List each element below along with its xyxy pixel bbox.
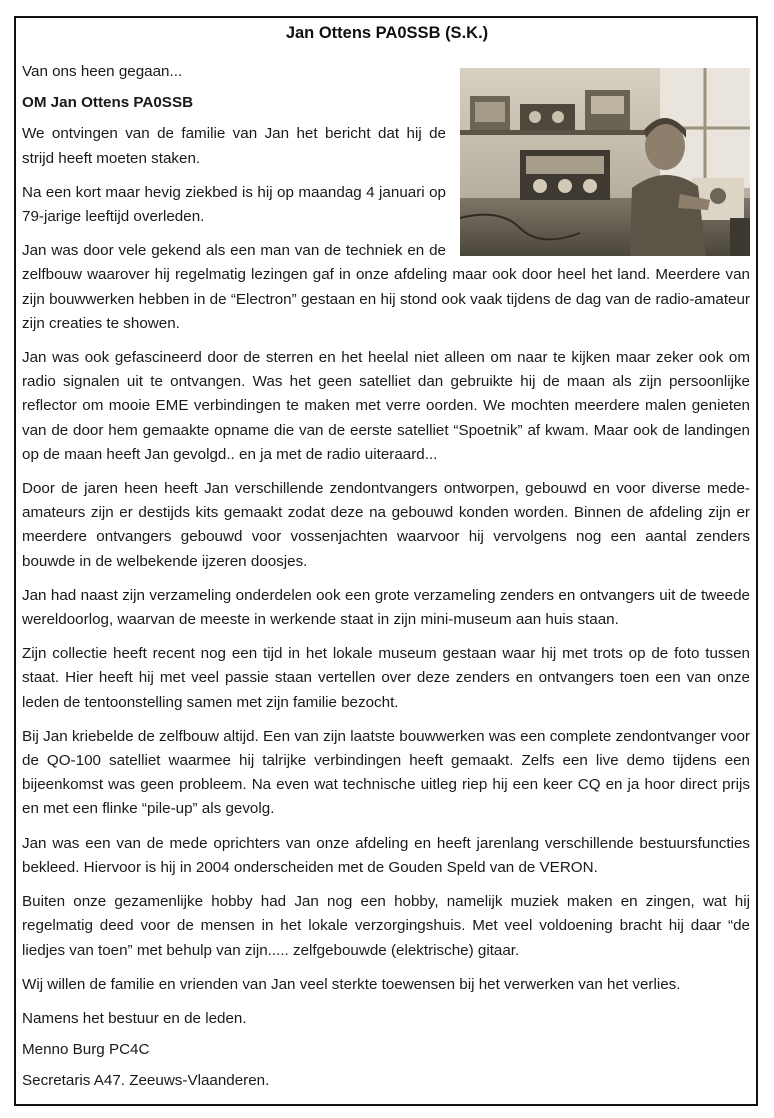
subheading: OM Jan Ottens PA0SSB (22, 94, 194, 112)
paragraph: We ontvingen van de familie van Jan het bericht dat hij de strijd heeft moeten staken. (22, 125, 446, 167)
paragraph: Jan was ook gefascineerd door de sterren en het heelal niet alleen om naar te kijken maar zeker ook om radio signalen uit te ontvangen. Was het geen satelliet dan gebruikte hij de maan als zijn persoonlijke reflector om mooie EME verbindingen te maken met verre oorden. We mochten meerdere malen genieten van de door hem gemaakte opname die van de eerste satelliet “Spoetnik” af kwam. Maar ook de landingen op de maan heeft Jan gevolgd.. en ja met de radio uiteraard... (22, 349, 750, 463)
paragraph: Zijn collectie heeft recent nog een tijd in het lokale museum gestaan waar hij met trots op de foto tussen staat. Hier heeft hij met veel passie staan vertellen over deze zenders en ontvangers toen een van onze leden de tentoonstelling samen met zijn familie bezocht. (22, 645, 750, 711)
paragraph: Bij Jan kriebelde de zelfbouw altijd. Een van zijn laatste bouwwerken was een complete zendontvanger voor de QO-100 satelliet waarmee hij talrijke verbindingen heeft gemaakt. Zelfs een live demo tijdens een bijeenkomst was geen probleem. Na even wat technische uitleg riep hij een keer CQ en ja hoor direct prijs en met een flinke “pile-up” als gevolg. (22, 727, 750, 818)
page-title: Jan Ottens PA0SSB (S.K.) (285, 24, 489, 42)
closing-line: Namens het bestuur en de leden. (22, 1009, 247, 1027)
signature-name: Menno Burg PC4C (22, 1041, 150, 1059)
paragraph: Jan was een van de mede oprichters van onze afdeling en heeft jarenlang verschillende bestuursfuncties bekleed. Hiervoor is hij in 2004 onderscheiden met de Gouden Speld van de VERON. (22, 834, 750, 876)
intro-text: Van ons heen gegaan... (22, 63, 183, 80)
paragraph: Jan had naast zijn verzameling onderdelen ook een grote verzameling zenders en ontvangers uit de tweede wereldoorlog, waarvan de meeste in werkende staat in zijn mini-museum aan huis staan. (22, 586, 750, 629)
paragraph: Jan was door vele gekend als een man van de techniek en de zelfbouw waarover hij regelmatig lezingen gaf in onze afdeling maar ook door heel het land. Meerdere van zijn bouwwerken hebben in de “Electron” gestaan en hij stond ook vaak tijdens de dag van de radio-amateur zijn creaties te showen. (22, 242, 750, 332)
article-body (22, 60, 750, 1101)
paragraph: Buiten onze gezamenlijke hobby had Jan nog een hobby, namelijk muziek maken en zingen, wat hij regelmatig deed voor de mensen in het lokale verzorgingshuis. Met veel voldoening bracht hij daar “de liedjes van toen” met behulp van zijn..... zelfgebouwde (elektrische) gitaar. (22, 893, 750, 959)
photo-illustration (460, 68, 750, 256)
paragraph: Door de jaren heen heeft Jan verschillende zendontvangers ontworpen, gebouwd en voor diverse mede-amateurs zijn er destijds kits gemaakt zodat deze na gebouwd konden worden. Binnen de afdeling zijn er meerdere ontvangers gebouwd voor vossenjachten waarvoor hij vervolgens nog een aantal zenders bouwde in de welbekende ijzeren doosjes. (22, 480, 750, 570)
signature-role: Secretaris A47. Zeeuws-Vlaanderen. (22, 1072, 270, 1090)
portrait-photo (460, 68, 750, 256)
paragraph: Wij willen de familie en vrienden van Jan veel sterkte toewensen bij het verwerken van het verlies. (22, 975, 681, 993)
paragraph: Na een kort maar hevig ziekbed is hij op maandag 4 januari op 79-jarige leeftijd overleden. (22, 183, 446, 226)
